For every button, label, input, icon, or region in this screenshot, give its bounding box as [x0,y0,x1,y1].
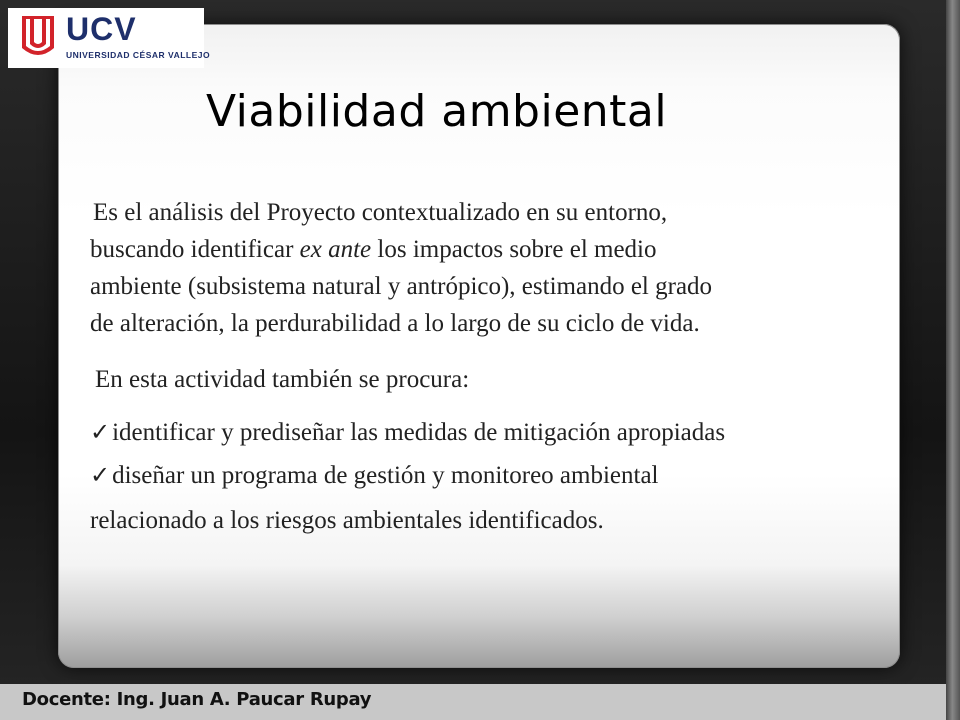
paragraph-line-2 [90,231,900,268]
window-edge [946,0,960,720]
footer-bar [0,684,946,720]
logo-name: UCV [66,11,137,47]
ucv-logo-icon [20,16,56,60]
paragraph-line-2-end: los impactos sobre el medio [371,236,657,263]
slide-title: Viabilidad ambiental [206,86,668,137]
description-paragraph [90,194,900,342]
paragraph-line-1: Es el análisis del Proyecto contextualizado en su entorno, [93,199,668,226]
bullet-item [90,418,725,447]
check-icon: ✓ [90,461,111,489]
bullet-continuation: relacionado a los riesgos ambientales identificados. [90,507,604,534]
bullet-item [90,461,658,490]
intro-text: En esta actividad también se procura: [95,366,470,393]
logo-subtitle: UNIVERSIDAD CÉSAR VALLEJO [66,50,211,60]
university-logo [8,8,211,68]
paragraph-line-2-start: buscando identificar [90,236,300,263]
bullet-text: diseñar un programa de gestión y monitoreo ambiental [112,462,659,489]
paragraph-line-4: de alteración, la perdurabilidad a lo largo de su ciclo de vida. [90,310,700,337]
bullet-text: identificar y prediseñar las medidas de mitigación apropiadas [112,419,726,446]
paragraph-emphasis: ex ante [299,236,372,263]
teacher-credit: Docente: Ing. Juan A. Paucar Rupay [22,689,372,710]
check-icon: ✓ [90,418,111,446]
paragraph-line-3: ambiente (subsistema natural y antrópico), estimando el grado [90,273,713,300]
